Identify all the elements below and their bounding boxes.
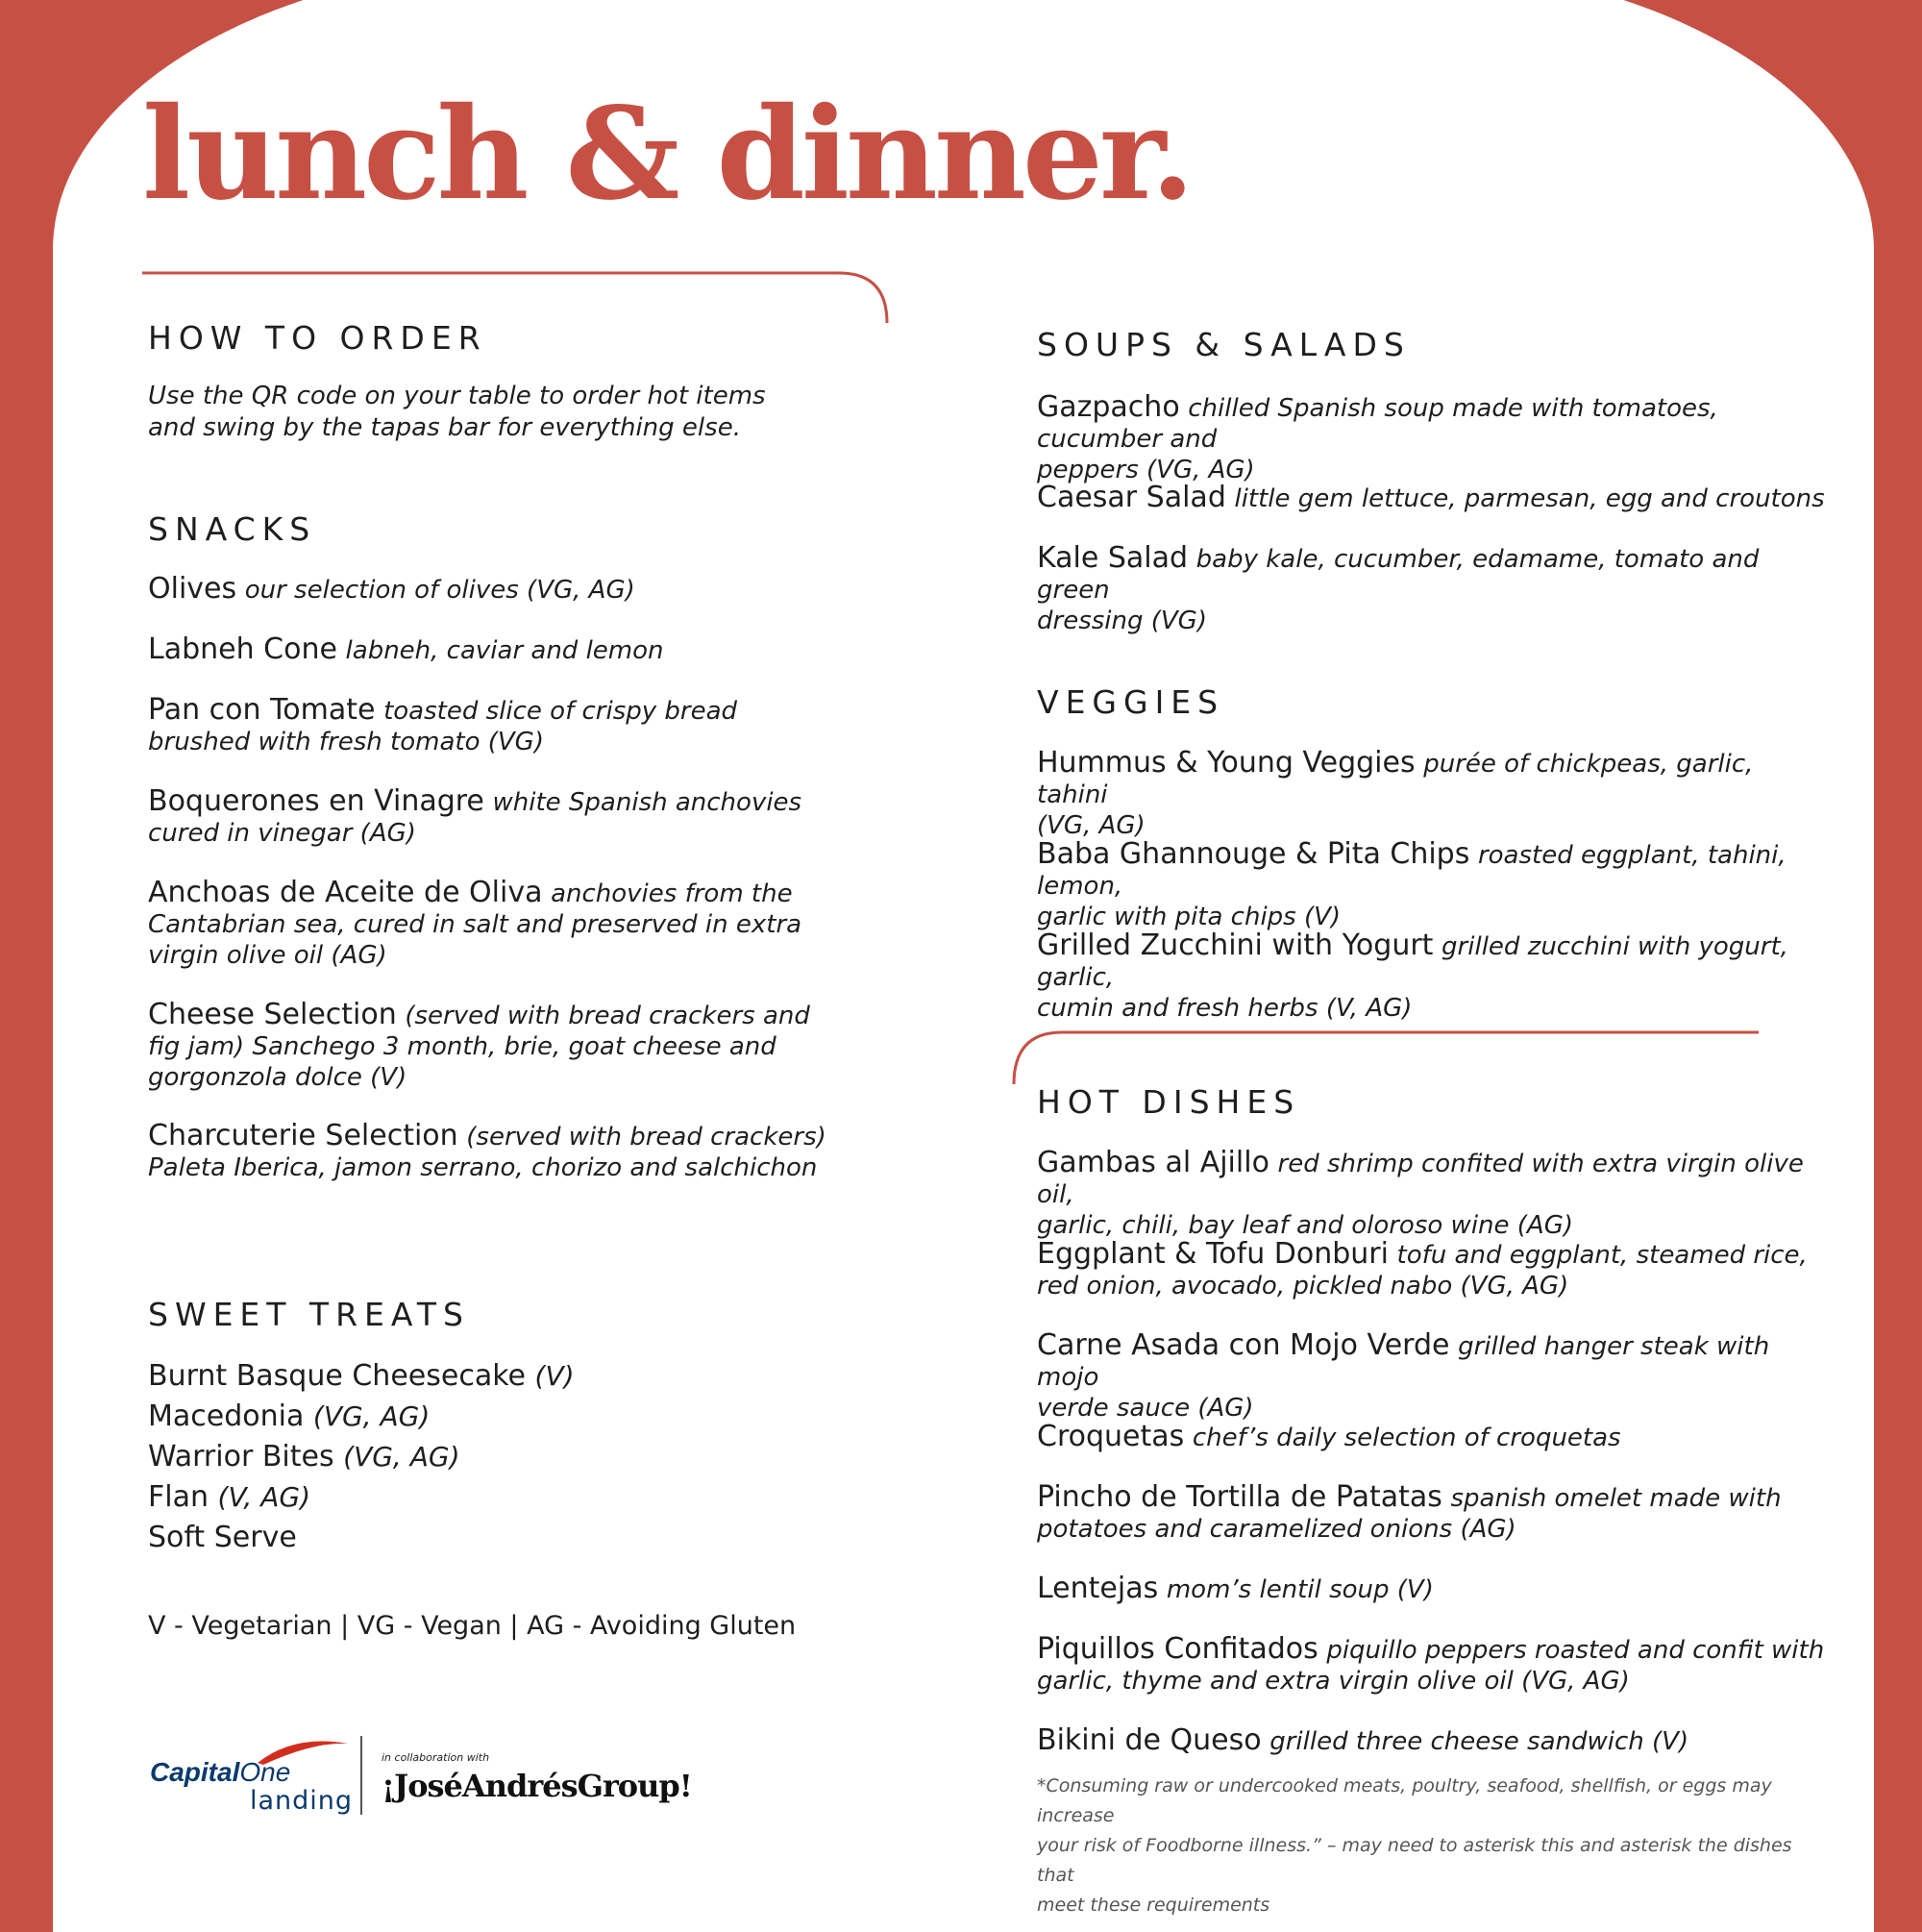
item-desc: baby kale, cucumber, edamame, tomato and green bbox=[1037, 545, 1760, 605]
sweet-item bbox=[148, 1356, 575, 1397]
menu-item bbox=[1037, 1239, 1808, 1301]
menu-item bbox=[1037, 1148, 1825, 1241]
item-desc-line: Paleta Iberica, jamon serrano, chorizo and salchichon bbox=[148, 1153, 818, 1182]
item-desc-line: cumin and fresh herbs (V, AG) bbox=[1037, 994, 1413, 1023]
item-name: Eggplant & Tofu Donburi bbox=[1037, 1237, 1389, 1271]
hot-dishes-heading: HOT DISHES bbox=[1037, 1083, 1301, 1121]
menu-item bbox=[148, 695, 737, 757]
item-name: Bikini de Queso bbox=[1037, 1723, 1262, 1757]
item-name: Kale Salad bbox=[1037, 541, 1189, 575]
item-name: Piquillos Confitados bbox=[1037, 1632, 1318, 1666]
item-desc: roasted eggplant, tahini, lemon, bbox=[1037, 841, 1786, 901]
item-name: Burnt Basque Cheesecake bbox=[148, 1359, 526, 1393]
item-name: Labneh Cone bbox=[148, 632, 337, 666]
item-tag: (V, AG) bbox=[217, 1481, 310, 1513]
sweet-item bbox=[148, 1518, 575, 1558]
item-desc: tofu and eggplant, steamed rice, bbox=[1396, 1241, 1808, 1270]
jose-andres-wordmark: ¡JoséAndrésGroup! bbox=[382, 1768, 692, 1804]
item-name: Warrior Bites bbox=[148, 1440, 334, 1474]
menu-item bbox=[1037, 392, 1825, 485]
sweet-item bbox=[148, 1437, 575, 1477]
footnote-line: meet these requirements bbox=[1037, 1895, 1270, 1916]
item-desc: chef’s daily selection of croquetas bbox=[1192, 1424, 1621, 1452]
menu-item bbox=[1037, 1330, 1825, 1424]
item-name: Anchoas de Aceite de Oliva bbox=[148, 876, 543, 909]
dietary-legend: V - Vegetarian | VG - Vegan | AG - Avoiding Gluten bbox=[148, 1611, 797, 1641]
menu-item bbox=[1037, 839, 1825, 932]
item-tag: (VG, AG) bbox=[312, 1400, 431, 1432]
jose-andres-group-logo bbox=[382, 1751, 692, 1804]
item-name: Hummus & Young Veggies bbox=[1037, 746, 1416, 780]
menu-item bbox=[1037, 1422, 1621, 1453]
item-name: Grilled Zucchini with Yogurt bbox=[1037, 929, 1434, 962]
snacks-heading: SNACKS bbox=[148, 510, 317, 548]
footnote-line: your risk of Foodborne illness.” – may need to asterisk this and asterisk the dishes that bbox=[1037, 1835, 1792, 1886]
item-desc: piquillo peppers roasted and confit with bbox=[1326, 1636, 1825, 1665]
item-desc: spanish omelet made with bbox=[1450, 1484, 1782, 1513]
item-desc: grilled zucchini with yogurt, garlic, bbox=[1037, 932, 1788, 992]
item-desc-line: brushed with fresh tomato (VG) bbox=[148, 728, 544, 756]
menu-item bbox=[1037, 1482, 1782, 1545]
menu-item bbox=[1037, 1634, 1824, 1697]
item-desc: labneh, caviar and lemon bbox=[345, 636, 664, 665]
page-title: lunch & dinner. bbox=[142, 80, 1192, 229]
menu-item bbox=[1037, 930, 1825, 1024]
capital-word: Capital bbox=[150, 1757, 240, 1787]
item-name: Baba Ghannouge & Pita Chips bbox=[1037, 837, 1470, 871]
item-name: Flan bbox=[148, 1480, 209, 1514]
menu-item bbox=[148, 786, 801, 849]
capital-one-wordmark bbox=[150, 1757, 290, 1788]
item-name: Caesar Salad bbox=[1037, 481, 1226, 514]
item-name: Charcuterie Selection bbox=[148, 1119, 458, 1152]
menu-item bbox=[148, 634, 664, 666]
left-divider-arc bbox=[142, 269, 892, 327]
item-name: Carne Asada con Mojo Verde bbox=[1037, 1328, 1450, 1362]
menu-item bbox=[148, 574, 635, 606]
how-to-order-text bbox=[148, 381, 766, 444]
item-desc-line: garlic, chili, bay leaf and oloroso wine (AG) bbox=[1037, 1211, 1574, 1240]
sweet-item bbox=[148, 1397, 575, 1437]
item-desc-line: Cantabrian sea, cured in salt and preserved in extra bbox=[148, 910, 802, 939]
decorative-dot bbox=[1728, 8, 1737, 16]
item-name: Lentejas bbox=[1037, 1572, 1159, 1605]
logo-divider bbox=[360, 1736, 362, 1815]
menu-item bbox=[148, 878, 801, 971]
item-name: Gambas al Ajillo bbox=[1037, 1146, 1269, 1179]
menu-item bbox=[1037, 483, 1825, 514]
menu-item bbox=[1037, 1573, 1434, 1605]
item-desc: anchovies from the bbox=[551, 879, 793, 908]
sweet-list bbox=[148, 1356, 575, 1558]
item-desc: chilled Spanish soup made with tomatoes, cucumber and bbox=[1037, 394, 1718, 454]
item-name: Pan con Tomate bbox=[148, 693, 376, 727]
item-desc: grilled hanger steak with mojo bbox=[1037, 1332, 1770, 1392]
landing-word: landing bbox=[250, 1786, 354, 1816]
item-desc: little gem lettuce, parmesan, egg and croutons bbox=[1234, 484, 1825, 513]
item-name: Boquerones en Vinagre bbox=[148, 784, 484, 818]
menu-item bbox=[1037, 748, 1825, 841]
item-desc-line: potatoes and caramelized onions (AG) bbox=[1037, 1515, 1516, 1544]
item-desc: mom’s lentil soup (V) bbox=[1166, 1575, 1434, 1604]
item-desc-line: fig jam) Sanchego 3 month, brie, goat cheese and bbox=[148, 1032, 776, 1061]
item-desc: purée of chickpeas, garlic, tahini bbox=[1037, 750, 1754, 809]
item-name: Cheese Selection bbox=[148, 998, 397, 1031]
how-to-order-line: and swing by the tapas bar for everything else. bbox=[148, 413, 741, 442]
item-desc-line: gorgonzola dolce (V) bbox=[148, 1063, 407, 1092]
item-name: Croquetas bbox=[1037, 1420, 1185, 1453]
menu-item bbox=[1037, 1725, 1688, 1757]
item-desc-line: peppers (VG, AG) bbox=[1037, 456, 1255, 484]
collaboration-caption: in collaboration with bbox=[382, 1751, 490, 1764]
right-divider-arc bbox=[1009, 1028, 1763, 1086]
item-desc: our selection of olives (VG, AG) bbox=[244, 576, 635, 605]
item-tag: (VG, AG) bbox=[343, 1441, 460, 1473]
item-name: Gazpacho bbox=[1037, 390, 1180, 424]
item-desc-line: red onion, avocado, pickled nabo (VG, AG) bbox=[1037, 1272, 1569, 1300]
item-desc: red shrimp confited with extra virgin olive oil, bbox=[1037, 1150, 1804, 1209]
menu-item bbox=[1037, 543, 1825, 636]
item-desc: toasted slice of crispy bread bbox=[383, 697, 738, 726]
veggies-heading: VEGGIES bbox=[1037, 683, 1225, 721]
item-desc-line: dressing (VG) bbox=[1037, 607, 1207, 635]
soups-salads-heading: SOUPS & SALADS bbox=[1037, 326, 1411, 363]
item-desc-line: (VG, AG) bbox=[1037, 811, 1146, 840]
item-name: Pincho de Tortilla de Patatas bbox=[1037, 1480, 1442, 1514]
item-name: Olives bbox=[148, 572, 237, 606]
how-to-order-heading: HOW TO ORDER bbox=[148, 319, 487, 357]
item-desc-line: verde sauce (AG) bbox=[1037, 1394, 1254, 1423]
item-desc: white Spanish anchovies bbox=[492, 788, 802, 817]
item-desc: grilled three cheese sandwich (V) bbox=[1269, 1727, 1689, 1756]
foodborne-footnote bbox=[1037, 1771, 1796, 1920]
menu-item bbox=[148, 1121, 826, 1183]
one-word: One bbox=[239, 1757, 291, 1787]
how-to-order-line: Use the QR code on your table to order hot items bbox=[148, 382, 766, 410]
item-tag: (V) bbox=[534, 1360, 575, 1392]
item-name: Soft Serve bbox=[148, 1521, 297, 1554]
sweet-item bbox=[148, 1477, 575, 1518]
item-desc: (served with bread crackers) bbox=[466, 1123, 826, 1152]
item-desc-line: virgin olive oil (AG) bbox=[148, 941, 387, 970]
capital-one-landing-logo bbox=[150, 1738, 354, 1820]
sweet-treats-heading: SWEET TREATS bbox=[148, 1296, 470, 1333]
item-desc-line: cured in vinegar (AG) bbox=[148, 819, 416, 848]
item-name: Macedonia bbox=[148, 1399, 305, 1433]
menu-item bbox=[148, 1000, 810, 1093]
item-desc: (served with bread crackers and bbox=[405, 1002, 810, 1030]
item-desc-line: garlic, thyme and extra virgin olive oil (VG, AG) bbox=[1037, 1667, 1630, 1696]
item-desc-line: garlic with pita chips (V) bbox=[1037, 903, 1342, 931]
footnote-line: *Consuming raw or undercooked meats, poultry, seafood, shellfish, or eggs may increase bbox=[1037, 1775, 1772, 1826]
